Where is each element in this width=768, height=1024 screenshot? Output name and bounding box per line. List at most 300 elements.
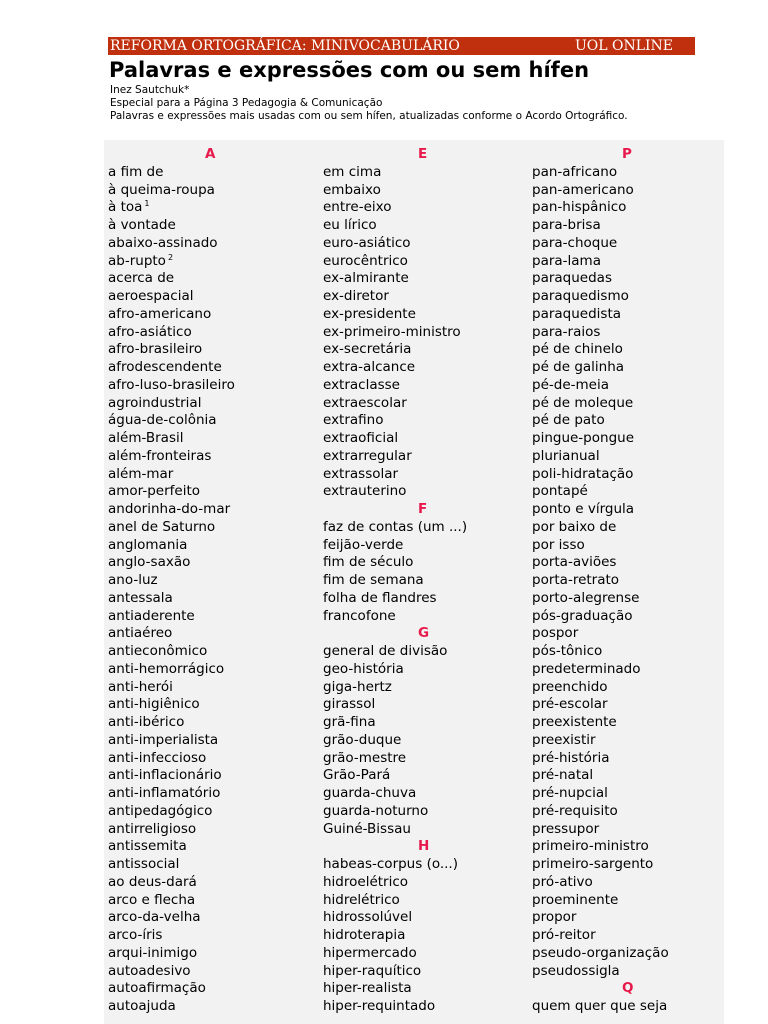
word-text: além-fronteiras	[108, 447, 212, 464]
word-text: pós-graduação	[532, 607, 633, 624]
word-entry	[323, 998, 528, 1016]
word-entry	[532, 821, 722, 839]
word-text: paraquedista	[532, 305, 622, 322]
word-entry	[323, 253, 528, 271]
word-text: quem quer que seja	[532, 998, 668, 1014]
page-title: Palavras e expressões com ou sem hífen	[109, 58, 590, 82]
word-entry	[108, 341, 313, 359]
word-entry	[323, 270, 528, 288]
word-text: pé-de-meia	[532, 376, 609, 393]
word-entry	[532, 182, 722, 200]
section-letter-row	[532, 980, 722, 998]
word-entry	[323, 856, 528, 874]
word-entry	[532, 270, 722, 288]
word-text: anti-inflamatório	[108, 785, 221, 801]
word-entry	[532, 679, 722, 697]
word-text: para-lama	[532, 252, 601, 269]
word-entry	[532, 909, 722, 927]
word-entry	[532, 572, 722, 590]
word-text: pospor	[532, 625, 579, 642]
word-entry	[532, 696, 722, 714]
word-entry	[108, 608, 313, 626]
word-text: aeroespacial	[108, 288, 194, 304]
word-text: pontapé	[532, 483, 588, 500]
word-text: pré-nupcial	[532, 785, 608, 801]
word-text: pré-natal	[532, 767, 594, 784]
word-entry	[532, 430, 722, 448]
word-text: anti-infeccioso	[108, 749, 207, 766]
word-entry	[532, 625, 722, 643]
word-text: agroindustrial	[108, 394, 202, 411]
word-text: além-mar	[108, 465, 174, 482]
word-entry	[108, 182, 313, 200]
word-entry	[323, 483, 528, 501]
word-text: ponto e vírgula	[532, 501, 635, 517]
section-letter: P	[622, 146, 632, 162]
word-text: ex-primeiro-ministro	[323, 323, 461, 340]
word-entry	[108, 377, 313, 395]
word-text: Guiné-Bissau	[323, 820, 411, 837]
word-entry	[323, 608, 528, 626]
word-text: francofone	[323, 607, 396, 624]
word-text: porto-alegrense	[532, 589, 640, 606]
word-text: anglomania	[108, 536, 188, 553]
word-entry	[108, 963, 313, 981]
word-entry	[323, 927, 528, 945]
word-entry	[323, 164, 528, 182]
word-text: por baixo de	[532, 518, 617, 535]
word-text: anti-imperialista	[108, 731, 219, 748]
word-entry	[108, 625, 313, 643]
word-entry	[323, 874, 528, 892]
word-text: porta-aviões	[532, 554, 617, 571]
banner-site-name: UOL ONLINE	[574, 38, 673, 54]
word-text: hidrossolúvel	[323, 909, 413, 926]
word-entry	[532, 945, 722, 963]
word-entry	[108, 679, 313, 697]
word-entry	[532, 483, 722, 501]
word-entry	[108, 270, 313, 288]
word-text: arco-íris	[108, 927, 163, 943]
word-entry	[108, 803, 313, 821]
word-text: pseudossigla	[532, 962, 620, 979]
word-entry	[108, 235, 313, 253]
word-text: fim de semana	[323, 572, 424, 588]
word-text: plurianual	[532, 447, 600, 464]
word-text: antiaéreo	[108, 625, 173, 642]
word-text: extraclasse	[323, 376, 400, 393]
word-text: ano-luz	[108, 572, 158, 588]
word-text: autoafirmação	[108, 980, 206, 997]
word-text: preexistente	[532, 714, 617, 730]
section-letter-row	[532, 146, 722, 164]
word-entry	[532, 253, 722, 271]
word-text: anti-ibérico	[108, 714, 185, 730]
word-text: para-brisa	[532, 217, 601, 233]
word-entry	[323, 572, 528, 590]
word-text: ex-secretária	[323, 341, 412, 358]
word-text: hiper-realista	[323, 980, 412, 997]
word-entry	[108, 909, 313, 927]
word-entry	[108, 643, 313, 661]
word-text: arco e flecha	[108, 891, 196, 908]
word-entry	[108, 590, 313, 608]
word-entry	[108, 696, 313, 714]
word-entry	[532, 288, 722, 306]
word-entry	[532, 874, 722, 892]
word-entry	[532, 963, 722, 981]
word-entry	[108, 767, 313, 785]
word-entry	[532, 785, 722, 803]
word-entry	[532, 590, 722, 608]
word-text: embaixo	[323, 181, 381, 198]
word-text: pré-requisito	[532, 802, 618, 819]
word-text: autoajuda	[108, 998, 176, 1014]
word-entry	[532, 554, 722, 572]
word-text: pró-ativo	[532, 873, 593, 890]
word-text: paraquedas	[532, 270, 612, 287]
word-entry	[532, 412, 722, 430]
word-text: predeterminado	[532, 660, 641, 677]
word-entry	[108, 892, 313, 910]
word-entry	[532, 892, 722, 910]
word-text: pé de chinelo	[532, 341, 623, 358]
section-letter: A	[205, 146, 216, 162]
footnote-marker: 1	[144, 199, 150, 209]
special-line: Especial para a Página 3 Pedagogia & Comunicação	[110, 97, 383, 109]
word-entry	[108, 164, 313, 182]
word-entry	[323, 199, 528, 217]
word-entry	[532, 838, 722, 856]
word-text: à vontade	[108, 217, 176, 233]
word-text: eurocêntrico	[323, 252, 408, 269]
word-text: amor-perfeito	[108, 483, 201, 500]
word-entry	[323, 448, 528, 466]
word-entry	[323, 767, 528, 785]
word-text: poli-hidratação	[532, 465, 634, 482]
word-entry	[323, 430, 528, 448]
word-text: à queima-roupa	[108, 181, 215, 198]
word-text: hipermercado	[323, 944, 417, 961]
word-text: Grão-Pará	[323, 767, 391, 784]
word-entry	[323, 590, 528, 608]
word-entry	[532, 501, 722, 519]
word-entry	[532, 750, 722, 768]
word-text: anglo-saxão	[108, 554, 191, 571]
word-text: afrodescendente	[108, 359, 222, 375]
word-entry	[323, 679, 528, 697]
word-text: para-raios	[532, 323, 601, 340]
word-text: arqui-inimigo	[108, 944, 198, 961]
word-text: habeas-corpus (o...)	[323, 856, 458, 872]
word-entry	[108, 359, 313, 377]
word-text: ex-almirante	[323, 270, 409, 287]
word-entry	[323, 395, 528, 413]
word-text: andorinha-do-mar	[108, 501, 231, 517]
word-entry	[108, 945, 313, 963]
word-entry	[108, 430, 313, 448]
word-entry	[108, 324, 313, 342]
word-entry	[323, 554, 528, 572]
word-text: a fim de	[108, 163, 164, 180]
word-entry	[323, 217, 528, 235]
word-entry	[323, 732, 528, 750]
word-entry	[323, 714, 528, 732]
word-entry	[108, 466, 313, 484]
word-text: proeminente	[532, 891, 619, 908]
section-letter-row	[323, 501, 528, 519]
word-entry	[108, 572, 313, 590]
word-entry	[323, 750, 528, 768]
word-entry	[323, 182, 528, 200]
word-text: antessala	[108, 589, 173, 606]
word-entry	[108, 785, 313, 803]
word-entry	[532, 767, 722, 785]
word-text: antissocial	[108, 856, 180, 872]
word-text: pressupor	[532, 820, 600, 837]
word-entry	[323, 359, 528, 377]
word-text: anti-higiênico	[108, 696, 200, 713]
word-text: paraquedismo	[532, 288, 629, 304]
word-entry	[532, 608, 722, 626]
word-text: ao deus-dará	[108, 873, 197, 890]
word-entry	[532, 395, 722, 413]
word-text: propor	[532, 909, 577, 926]
word-text: primeiro-sargento	[532, 856, 654, 872]
word-entry	[532, 377, 722, 395]
word-text: arco-da-velha	[108, 909, 201, 926]
word-entry	[323, 377, 528, 395]
word-entry	[532, 714, 722, 732]
word-entry	[108, 288, 313, 306]
section-letter-row	[323, 146, 528, 164]
word-text: pré-história	[532, 749, 610, 766]
word-text: pan-hispânico	[532, 199, 627, 216]
word-text: euro-asiático	[323, 234, 411, 251]
word-text: preenchido	[532, 678, 608, 695]
word-text: antissemita	[108, 838, 187, 855]
word-entry	[532, 235, 722, 253]
word-text: extraescolar	[323, 394, 407, 411]
word-text: grão-mestre	[323, 749, 407, 766]
word-text: antiaderente	[108, 607, 195, 624]
word-text: pé de pato	[532, 412, 605, 429]
word-text: ab-rupto	[108, 252, 166, 269]
word-entry	[108, 199, 313, 217]
word-column-2	[323, 146, 528, 1016]
section-letter: H	[418, 838, 430, 855]
word-entry	[532, 217, 722, 235]
word-text: eu lírico	[323, 217, 377, 233]
word-entry	[108, 856, 313, 874]
word-entry	[532, 856, 722, 874]
word-entry	[532, 306, 722, 324]
word-text: além-Brasil	[108, 430, 184, 446]
word-text: guarda-chuva	[323, 785, 417, 801]
word-entry	[108, 838, 313, 856]
word-text: antirreligioso	[108, 820, 197, 837]
word-entry	[532, 466, 722, 484]
word-entry	[323, 412, 528, 430]
word-text: anti-herói	[108, 678, 173, 695]
word-text: faz de contas (um ...)	[323, 518, 468, 535]
word-entry	[108, 483, 313, 501]
word-entry	[532, 998, 722, 1016]
author-line: Inez Sautchuk*	[110, 84, 190, 96]
word-text: extrarregular	[323, 447, 412, 464]
word-entry	[323, 963, 528, 981]
word-entry	[323, 803, 528, 821]
word-entry	[108, 714, 313, 732]
word-entry	[108, 661, 313, 679]
word-text: afro-brasileiro	[108, 341, 203, 358]
section-letter: E	[418, 146, 428, 162]
word-text: ex-diretor	[323, 288, 389, 304]
word-entry	[323, 980, 528, 998]
word-text: pan-africano	[532, 163, 618, 180]
word-entry	[323, 324, 528, 342]
word-entry	[323, 537, 528, 555]
word-text: água-de-colônia	[108, 412, 217, 429]
section-letter: G	[418, 625, 430, 642]
word-text: pingue-pongue	[532, 430, 634, 446]
word-entry	[108, 750, 313, 768]
word-entry	[108, 448, 313, 466]
word-text: pé de moleque	[532, 394, 634, 411]
word-entry	[108, 874, 313, 892]
word-text: pós-tônico	[532, 643, 603, 659]
word-text: preexistir	[532, 731, 596, 748]
word-entry	[108, 519, 313, 537]
word-column-3	[532, 146, 722, 1016]
word-text: afro-luso-brasileiro	[108, 376, 235, 393]
word-entry	[108, 395, 313, 413]
word-text: antieconômico	[108, 643, 208, 659]
section-letter-row	[323, 838, 528, 856]
word-text: extrassolar	[323, 465, 399, 482]
section-letter: Q	[622, 980, 634, 997]
word-text: afro-asiático	[108, 323, 192, 340]
word-entry	[532, 643, 722, 661]
word-entry	[108, 253, 313, 271]
word-text: anti-inflacionário	[108, 767, 222, 784]
word-entry	[532, 732, 722, 750]
word-text: antipedagógico	[108, 802, 213, 819]
word-text: porta-retrato	[532, 572, 620, 588]
word-text: girassol	[323, 696, 376, 713]
word-entry	[108, 554, 313, 572]
word-entry	[532, 537, 722, 555]
word-text: pseudo-organização	[532, 944, 669, 961]
description-line: Palavras e expressões mais usadas com ou sem hífen, atualizadas conforme o Acordo Ortográfico.	[110, 110, 628, 122]
word-entry	[323, 519, 528, 537]
word-text: pan-americano	[532, 181, 634, 198]
word-text: hiper-requintado	[323, 998, 436, 1014]
word-entry	[108, 217, 313, 235]
word-entry	[532, 199, 722, 217]
word-entry	[108, 998, 313, 1016]
footnote-marker: 2	[167, 252, 174, 262]
word-text: para-choque	[532, 234, 618, 251]
word-text: abaixo-assinado	[108, 234, 218, 251]
word-entry	[108, 821, 313, 839]
section-letter-row	[323, 625, 528, 643]
word-text: guarda-noturno	[323, 802, 429, 819]
word-text: acerca de	[108, 270, 175, 287]
word-text: folha de flandres	[323, 589, 437, 606]
word-entry	[532, 359, 722, 377]
word-entry	[532, 324, 722, 342]
word-text: autoadesivo	[108, 962, 191, 979]
word-text: hidrelétrico	[323, 891, 400, 908]
word-column-1	[108, 146, 313, 1016]
word-entry	[108, 980, 313, 998]
word-text: por isso	[532, 536, 585, 553]
word-entry	[108, 537, 313, 555]
word-entry	[323, 892, 528, 910]
section-letter-row	[108, 146, 313, 164]
word-text: extra-alcance	[323, 359, 416, 375]
word-text: feijão-verde	[323, 536, 404, 553]
word-entry	[532, 803, 722, 821]
word-entry	[323, 288, 528, 306]
word-entry	[532, 927, 722, 945]
word-text: fim de século	[323, 554, 414, 571]
word-text: pré-escolar	[532, 696, 608, 713]
word-text: grão-duque	[323, 731, 402, 748]
word-entry	[532, 661, 722, 679]
word-text: pé de galinha	[532, 359, 625, 375]
word-entry	[108, 501, 313, 519]
word-entry	[532, 448, 722, 466]
word-text: general de divisão	[323, 643, 448, 659]
word-text: em cima	[323, 163, 382, 180]
banner-section-title: REFORMA ORTOGRÁFICA: MINIVOCABULÁRIO	[110, 38, 460, 54]
word-text: hiper-raquítico	[323, 962, 422, 979]
word-entry	[108, 927, 313, 945]
word-entry	[532, 164, 722, 182]
word-entry	[532, 341, 722, 359]
word-text: extrafino	[323, 412, 384, 429]
word-entry	[323, 643, 528, 661]
word-entry	[323, 661, 528, 679]
word-text: anti-hemorrágico	[108, 660, 225, 677]
word-text: afro-americano	[108, 305, 212, 322]
word-text: entre-eixo	[323, 199, 392, 216]
word-text: à toa	[108, 199, 143, 216]
word-text: pró-reitor	[532, 927, 596, 943]
word-entry	[532, 519, 722, 537]
word-entry	[323, 785, 528, 803]
section-letter: F	[418, 501, 428, 517]
word-text: grã-fina	[323, 714, 376, 730]
word-text: anel de Saturno	[108, 518, 216, 535]
word-text: hidroterapia	[323, 927, 406, 943]
word-text: extrauterino	[323, 483, 407, 500]
word-entry	[323, 466, 528, 484]
word-entry	[323, 306, 528, 324]
word-text: ex-presidente	[323, 305, 416, 322]
word-text: hidroelétrico	[323, 873, 409, 890]
word-entry	[108, 306, 313, 324]
word-text: giga-hertz	[323, 678, 392, 695]
word-entry	[323, 341, 528, 359]
word-entry	[108, 412, 313, 430]
word-entry	[323, 235, 528, 253]
word-entry	[323, 821, 528, 839]
word-entry	[108, 732, 313, 750]
word-text: extraoficial	[323, 430, 399, 446]
